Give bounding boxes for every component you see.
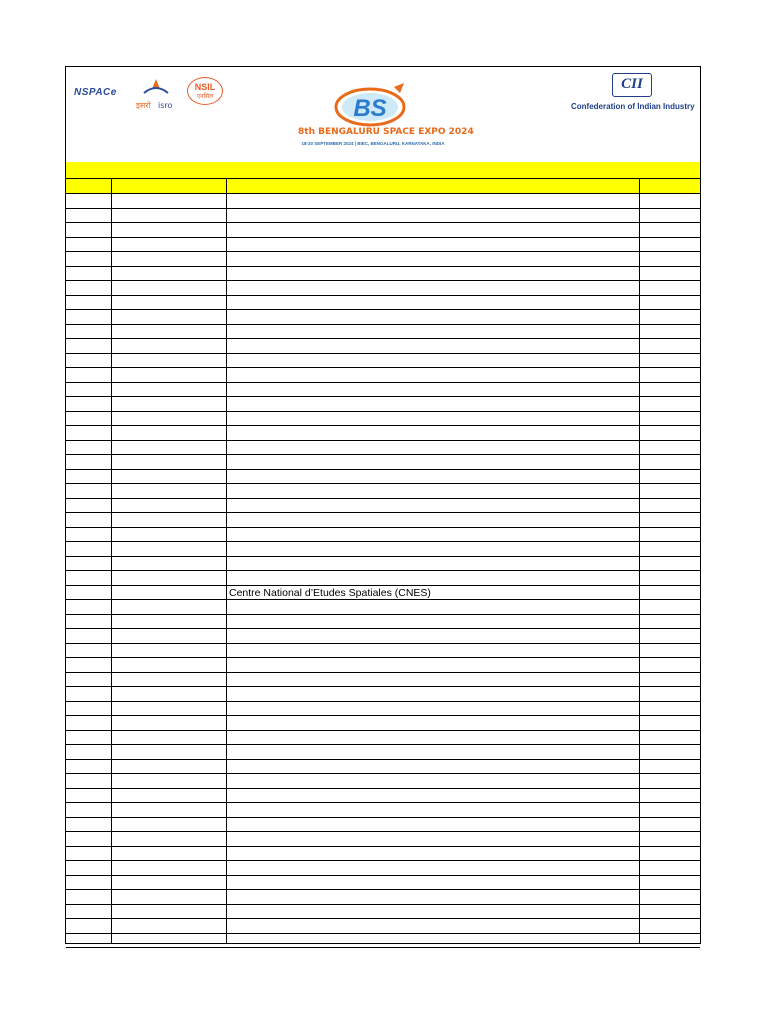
table-row xyxy=(66,702,700,717)
table-row xyxy=(66,426,700,441)
isro-logo-icon xyxy=(134,75,178,115)
table-row xyxy=(66,513,700,528)
table-row xyxy=(66,934,700,949)
table-row xyxy=(66,600,700,615)
table-row xyxy=(66,557,700,572)
table-row xyxy=(66,194,700,209)
expo-title: 8th BENGALURU SPACE EXPO 2024 xyxy=(298,127,474,137)
nspace-logo: NSPACe xyxy=(74,87,117,98)
data-grid xyxy=(66,194,700,948)
table-row xyxy=(66,919,700,934)
table-row xyxy=(66,310,700,325)
table-row xyxy=(66,223,700,238)
table-row xyxy=(66,658,700,673)
table-row xyxy=(66,615,700,630)
table-row xyxy=(66,876,700,891)
table-row xyxy=(66,325,700,340)
table-row xyxy=(66,542,700,557)
column-divider xyxy=(639,178,640,943)
table-row xyxy=(66,281,700,296)
table-row xyxy=(66,571,700,586)
table-row xyxy=(66,499,700,514)
table-row xyxy=(66,789,700,804)
column-header-row xyxy=(66,178,700,194)
table-row xyxy=(66,484,700,499)
table-row xyxy=(66,209,700,224)
expo-dates: 18-20 SEPTEMBER 2024 | BIEC, BENGALURU, KARNATAKA, INDIA xyxy=(301,141,445,146)
table-row xyxy=(66,339,700,354)
table-row xyxy=(66,818,700,833)
table-row xyxy=(66,803,700,818)
organization-name-cell: Centre National d’Etudes Spatiales (CNES) xyxy=(229,586,431,599)
table-row xyxy=(66,745,700,760)
table-row xyxy=(66,673,700,688)
table-row xyxy=(66,252,700,267)
nsil-logo: NSIL एनसिल xyxy=(187,77,223,105)
table-row xyxy=(66,774,700,789)
table-row xyxy=(66,441,700,456)
bengaluru-space-expo-logo xyxy=(298,81,474,153)
cii-logo: CII xyxy=(612,73,652,97)
table-row xyxy=(66,644,700,659)
table-row xyxy=(66,716,700,731)
spreadsheet-page xyxy=(65,66,701,944)
header-logos xyxy=(66,67,700,163)
table-row xyxy=(66,238,700,253)
column-divider xyxy=(111,178,112,943)
table-row xyxy=(66,890,700,905)
table-row xyxy=(66,383,700,398)
table-row xyxy=(66,629,700,644)
svg-text:BS: BS xyxy=(353,95,387,122)
table-row xyxy=(66,397,700,412)
column-divider xyxy=(226,178,227,943)
table-row xyxy=(66,687,700,702)
table-row xyxy=(66,470,700,485)
table-row xyxy=(66,455,700,470)
table-row xyxy=(66,832,700,847)
table-row xyxy=(66,847,700,862)
table-row xyxy=(66,296,700,311)
table-row xyxy=(66,731,700,746)
table-row xyxy=(66,368,700,383)
svg-text:isro: isro xyxy=(158,101,173,110)
cii-name: Confederation of Indian Industry xyxy=(571,102,695,111)
title-band xyxy=(66,162,700,178)
svg-text:इसरो: इसरो xyxy=(136,101,151,110)
table-row xyxy=(66,267,700,282)
table-row xyxy=(66,760,700,775)
table-row xyxy=(66,905,700,920)
table-row xyxy=(66,586,700,601)
table-row xyxy=(66,354,700,369)
expo-emblem-icon xyxy=(298,81,448,127)
table-row xyxy=(66,861,700,876)
table-row xyxy=(66,412,700,427)
table-row xyxy=(66,528,700,543)
